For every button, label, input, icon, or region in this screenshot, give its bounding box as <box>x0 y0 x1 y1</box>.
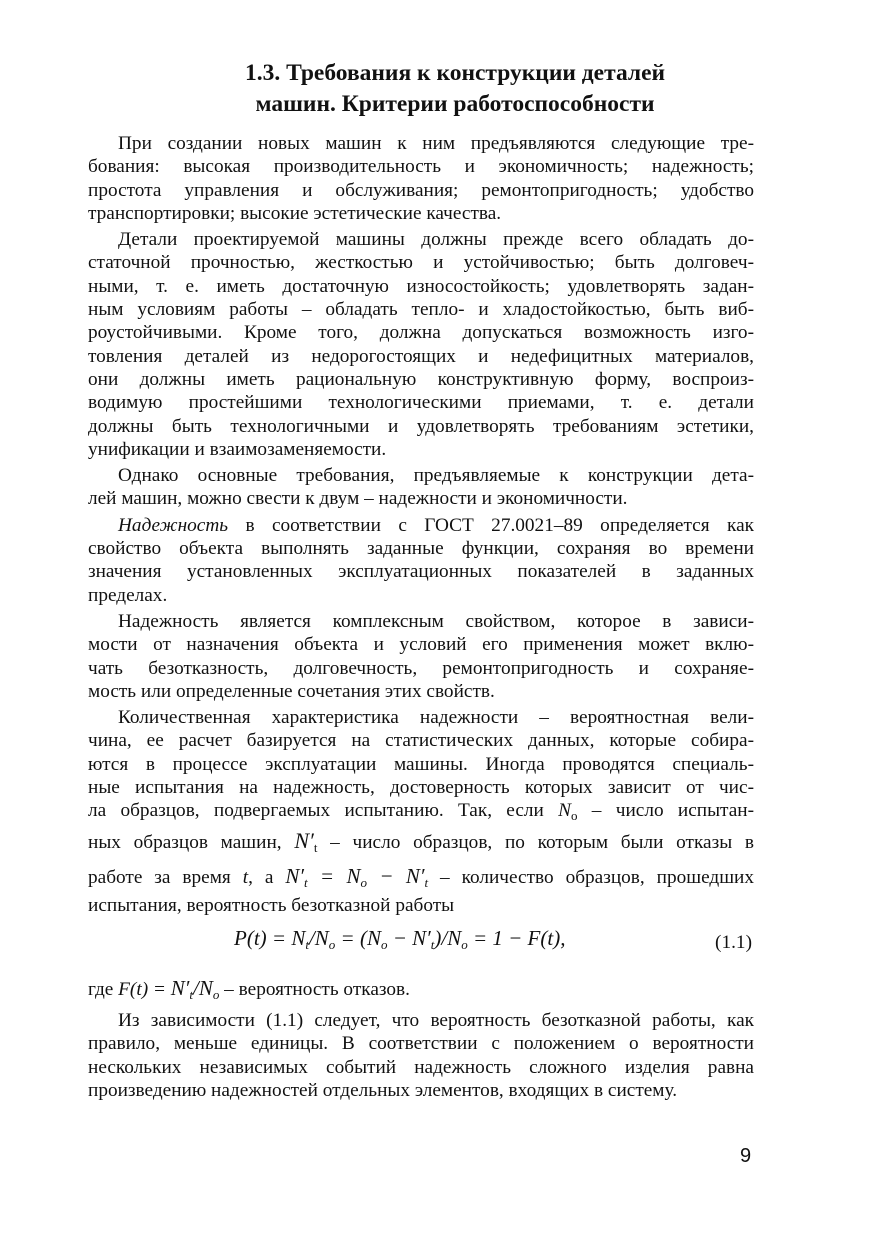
formula-part: )/N <box>434 925 462 950</box>
body-text <box>88 132 754 1102</box>
text-line <box>88 514 754 537</box>
text-line: нескольких независимых событий надежность сложного изделия равна <box>88 1056 754 1078</box>
text-line: При создании новых машин к ним предъявляются следующие тре- <box>118 133 754 154</box>
after-formula <box>88 971 754 1006</box>
text-line: мости от назначения объекта и условий его применения может вклю- <box>88 634 754 656</box>
text-line <box>88 799 754 822</box>
text-line: чать безотказность, долговечность, ремонтопригодность и сохраняе- <box>88 657 754 679</box>
math-var: N′ <box>285 863 304 888</box>
text-fragment: в соответствии с ГОСТ 27.0021–89 определяется как <box>228 514 754 536</box>
paragraph-2 <box>88 228 754 461</box>
math-sub: t <box>424 874 429 890</box>
math-sub: o <box>461 936 468 952</box>
math-expression <box>285 864 428 888</box>
text-line <box>88 823 754 858</box>
text-line: Однако основные требования, предъявляемые к конструкции дета- <box>118 465 754 487</box>
text-line <box>88 858 754 894</box>
equation-number: (1.1) <box>715 931 752 953</box>
text-line: Детали проектируемой машины должны прежде всего обладать до- <box>118 229 754 251</box>
text-line: произведению надежностей отдельных элементов, входящих в систему. <box>88 1079 678 1101</box>
text-line: роустойчивыми. Кроме того, должна допускаться возможность изго- <box>88 322 754 344</box>
paragraph-3 <box>88 464 754 511</box>
math-sub: t <box>303 874 308 890</box>
text-line: свойство объекта выполнять заданные функции, сохраняя во времени <box>88 538 754 560</box>
text-line: водимую простейшими технологическими приемами, т. е. детали <box>88 392 754 414</box>
math-sub: t <box>189 986 194 1002</box>
paragraph-7 <box>88 1009 754 1102</box>
math-sub: o <box>328 936 336 952</box>
math-sub: o <box>571 808 578 824</box>
text-fragment: где <box>88 978 119 1000</box>
text-fragment: , а <box>248 866 286 888</box>
text-line: ные испытания на надежность, достоверность которых зависит от чис- <box>88 777 754 799</box>
text-line: правило, меньше единицы. В соответствии с положением о вероятности <box>88 1033 754 1055</box>
text-line: транспортировки; высокие эстетические качества. <box>88 202 502 224</box>
math-sub: o <box>212 986 220 1002</box>
paragraph-1 <box>88 132 754 225</box>
text-line: ным условиям работы – обладать тепло- и хладостойкостью, быть виб- <box>88 299 754 321</box>
formula-part: = (N <box>335 925 381 950</box>
formula-1-1 <box>88 917 754 971</box>
math-fraction <box>171 976 220 1000</box>
text-line <box>88 971 754 1006</box>
text-fragment: – количество образцов, прошедших <box>428 866 755 888</box>
text-line: ются в процессе эксплуатации машины. Иногда проводятся специаль- <box>88 753 754 775</box>
formula-expression <box>234 927 565 950</box>
text-line: лей машин, можно свести к двум – надежности и экономичности. <box>88 488 628 510</box>
math-sub: t <box>430 936 435 952</box>
text-fragment: – вероятность отказов. <box>219 978 410 1000</box>
text-line: простота управления и обслуживания; ремонтопригодность; удобство <box>88 179 754 201</box>
math-sub: o <box>360 874 367 890</box>
math-sub: t <box>313 839 318 855</box>
section-heading <box>160 58 750 120</box>
text-line: Надежность является комплексным свойством, которое в зависи- <box>118 610 754 632</box>
math-var: = N <box>307 863 361 888</box>
section-title-line-1: 1.3. Требования к конструкции деталей <box>244 60 666 86</box>
section-title-line-2: машин. Критерии работоспособности <box>255 91 655 117</box>
math-var: N′ <box>170 975 190 1000</box>
formula-part: /N <box>308 925 329 950</box>
text-fragment: работе за время <box>88 866 243 888</box>
text-fragment: ных образцов машин, <box>88 831 295 853</box>
text-fragment: ла образцов, подвергаемых испытанию. Так, если <box>88 800 559 822</box>
text-line: чина, ее расчет базируется на статистических данных, которые собира- <box>88 730 754 752</box>
text-line: испытания, вероятность безотказной работы <box>88 894 455 916</box>
math-var: − N′ <box>366 863 425 888</box>
text-line: Из зависимости (1.1) следует, что вероятность безотказной работы, как <box>118 1009 754 1031</box>
paragraph-5 <box>88 610 754 703</box>
page-number: 9 <box>740 1145 752 1167</box>
math-sub: o <box>380 936 388 952</box>
math-var: N <box>558 800 572 822</box>
text-line: они должны иметь рациональную конструктивную форму, воспроиз- <box>88 368 754 390</box>
text-line: пределах. <box>88 584 168 606</box>
text-line: Количественная характеристика надежности – вероятностная вели- <box>118 707 754 729</box>
text-line: товления деталей из недорогостоящих и недефицитных материалов, <box>88 345 754 367</box>
text-line: унификации и взаимозаменяемости. <box>88 438 387 460</box>
text-line: ными, т. е. иметь достаточную износостойкость; удовлетворять задан- <box>88 275 754 297</box>
formula-part: = 1 − F(t), <box>467 925 566 950</box>
text-fragment: – число образцов, по которым были отказы в <box>317 831 755 853</box>
formula-part: − N′ <box>387 925 431 950</box>
term-reliability: Надежность <box>118 514 229 536</box>
paragraph-6 <box>88 706 754 917</box>
math-var: /N <box>193 975 213 1000</box>
math-var: t <box>242 866 249 888</box>
text-line: бования: высокая производительность и экономичность; надежность; <box>88 156 754 178</box>
text-fragment: – число испытан- <box>577 800 754 822</box>
text-line: мость или определенные сочетания этих свойств. <box>88 680 495 702</box>
math-var: F(t) = <box>118 978 171 1000</box>
math-var: N′ <box>294 827 314 853</box>
text-line: статочной прочностью, жесткостью и устойчивостью; быть долговеч- <box>88 252 754 274</box>
paragraph-4 <box>88 514 754 607</box>
text-line: должны быть технологичными и удовлетворять требованиям эстетики, <box>88 415 754 437</box>
formula-part: P(t) = N <box>234 925 306 950</box>
text-line: значения установленных эксплуатационных показателей в заданных <box>88 561 754 583</box>
math-sub: t <box>305 936 309 952</box>
